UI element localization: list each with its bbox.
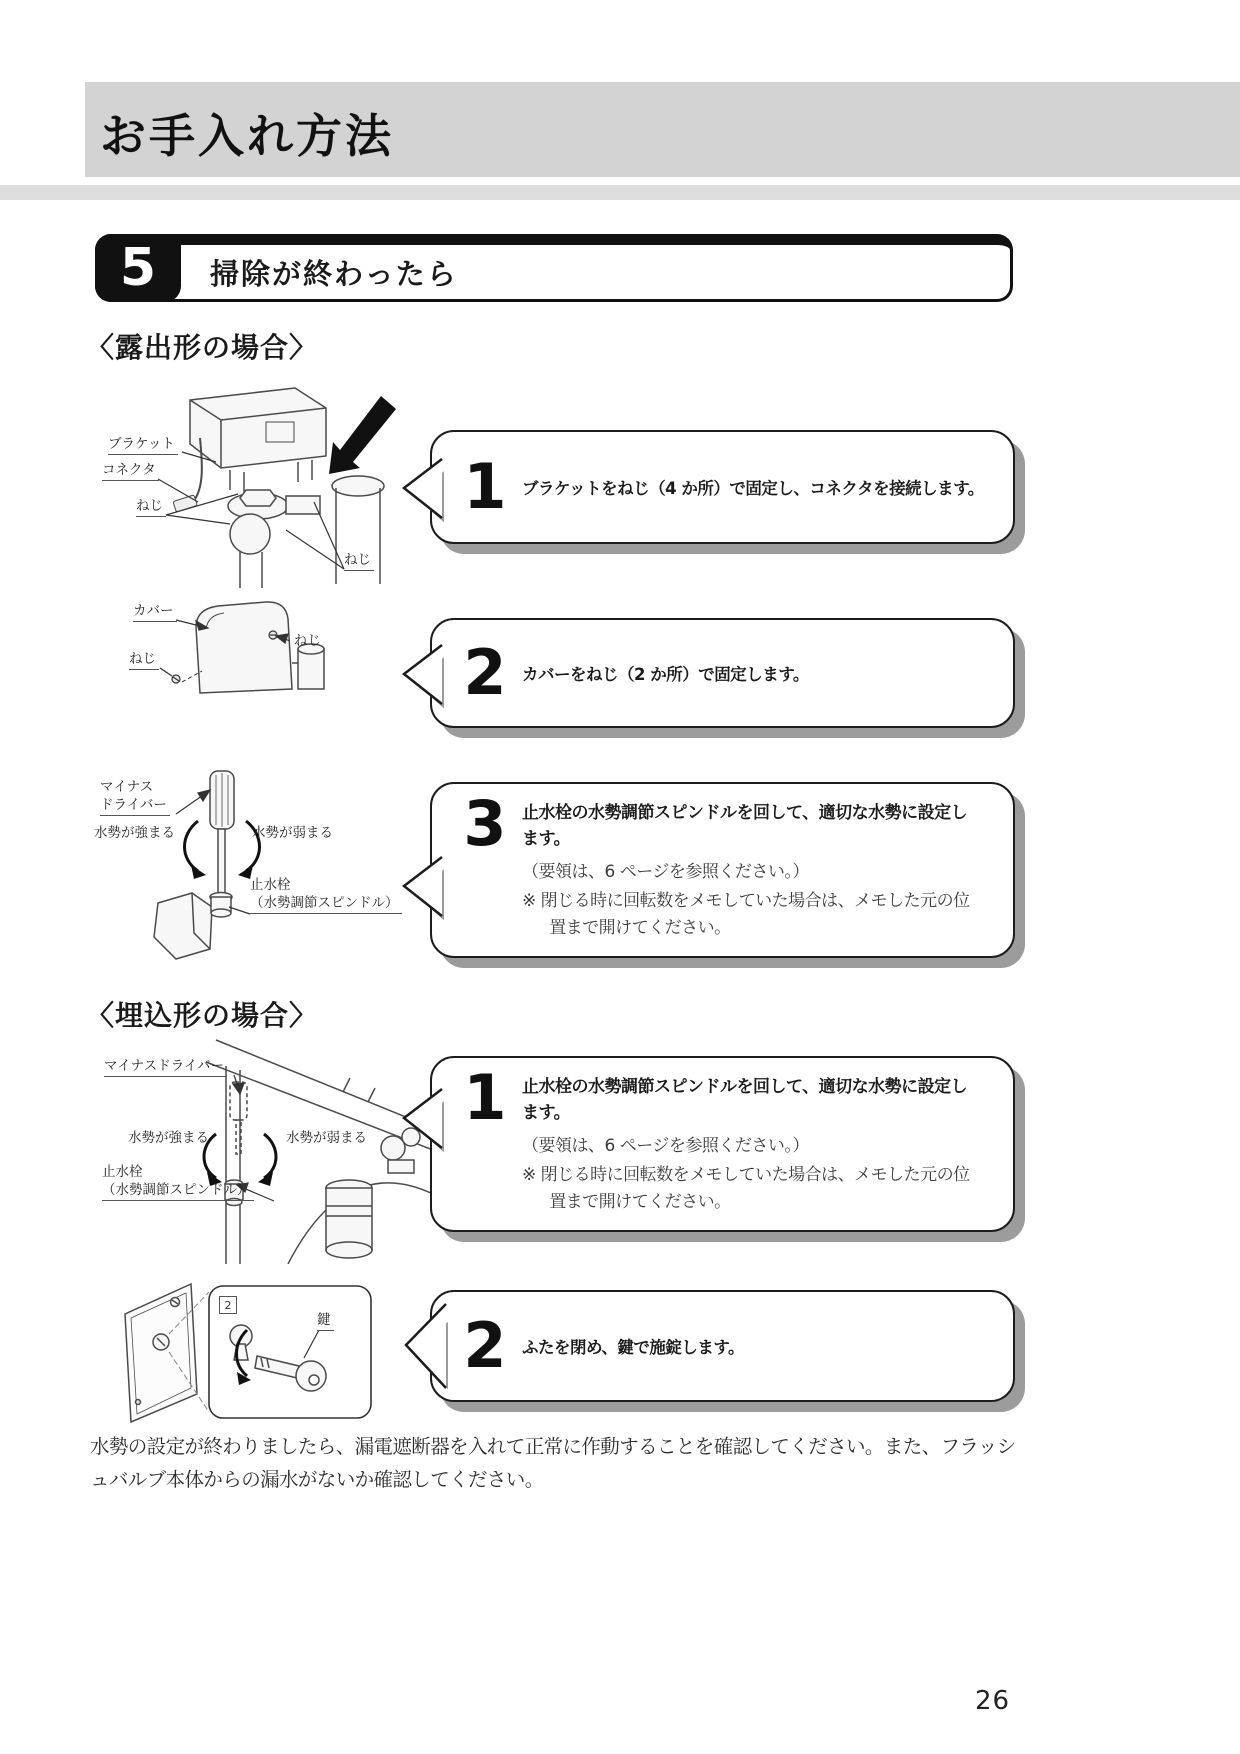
section-number: 5 [95,234,181,302]
step-bubble-exposed-2 [430,618,1015,728]
step-text: ふたを閉め、鍵で施錠します。 [522,1338,745,1357]
bubble-tail [394,642,444,710]
page-title: お手入れ方法 [100,109,394,163]
cover-illustration [90,585,420,697]
figure-exposed-spindle [88,765,408,965]
label-stop-valve-line2: （水勢調節スピンドル） [250,895,402,914]
figure-exposed-bracket [90,382,420,602]
section-banner [95,234,1013,302]
label-flathead-driver-line2: ドライバー [100,797,170,816]
figure-embedded-spindle [88,1036,433,1264]
label-pressure-weaker: 水勢が弱まる [286,1130,367,1146]
label-stop-valve-line1: 止水栓 [102,1164,143,1180]
label-flathead-driver: マイナスドライバー [104,1058,227,1077]
heading-embedded-type: 〈埋込形の場合〉 [86,999,319,1032]
label-stop-valve-line2: （水勢調節スピンドル） [102,1182,254,1201]
step-bubble-embedded-2 [430,1290,1015,1402]
label-cover: カバー [133,603,177,622]
keyhole-icon [153,1334,169,1350]
heading-exposed-type: 〈露出形の場合〉 [86,331,319,364]
down-arrow-icon [329,396,396,474]
header-strip [0,185,1240,200]
lid-lock-illustration [115,1272,425,1432]
label-pressure-stronger: 水勢が強まる [128,1130,209,1146]
label-key: 鍵 [317,1312,334,1331]
step-text: ブラケットをねじ（4 か所）で固定し、コネクタを接続します。 [522,479,984,498]
step-bubble-exposed-3 [430,782,1015,958]
step-number: 3 [463,787,507,860]
step-caution: ※ 閉じる時に回転数をメモしていた場合は、メモした元の位置まで開けてください。 [522,891,970,938]
figure-embedded-lock [115,1272,425,1432]
label-bracket: ブラケット [108,436,178,455]
step-number: 1 [463,450,507,524]
bubble-tail [394,1086,444,1154]
page-number: 26 [975,1686,1011,1716]
figure-exposed-cover [90,585,420,697]
label-connector: コネクタ [102,462,159,481]
footer-note: 水勢の設定が終わりましたら、漏電遮断器を入れて正常に作動することを確認してください。また、フラッシュバルブ本体からの漏水がないか確認してください。 [90,1435,1016,1492]
section-title: 掃除が終わったら [210,257,458,291]
step-note: （要領は、6 ページを参照ください。） [522,861,809,882]
step-text: 止水栓の水勢調節スピンドルを回して、適切な水勢に設定します。 [522,1077,968,1124]
step-bubble-embedded-1 [430,1056,1015,1232]
step-bubble-exposed-1 [430,430,1015,544]
label-pressure-stronger: 水勢が強まる [94,825,175,841]
label-pressure-weaker: 水勢が弱まる [252,825,333,841]
label-screw-right: ねじ [344,552,374,571]
label-screw-left: ねじ [129,651,159,670]
step-number: 2 [463,1309,507,1383]
step-text: 止水栓の水勢調節スピンドルを回して、適切な水勢に設定します。 [522,803,968,850]
step-caution: ※ 閉じる時に回転数をメモしていた場合は、メモした元の位置まで開けてください。 [522,1165,970,1212]
bubble-tail [394,1300,448,1396]
bubble-tail [394,456,444,524]
label-flathead-driver-line1: マイナス [100,779,154,795]
step-note: （要領は、6 ページを参照ください。） [522,1135,809,1156]
bubble-tail [394,854,444,922]
inset-step-badge: 2 [219,1296,237,1314]
label-stop-valve-line1: 止水栓 [250,877,291,893]
label-screw-right: ねじ [294,633,321,649]
label-screw-left: ねじ [136,498,166,517]
step-number: 2 [463,636,507,710]
step-number: 1 [463,1061,507,1134]
step-text: カバーをねじ（2 か所）で固定します。 [522,665,809,684]
